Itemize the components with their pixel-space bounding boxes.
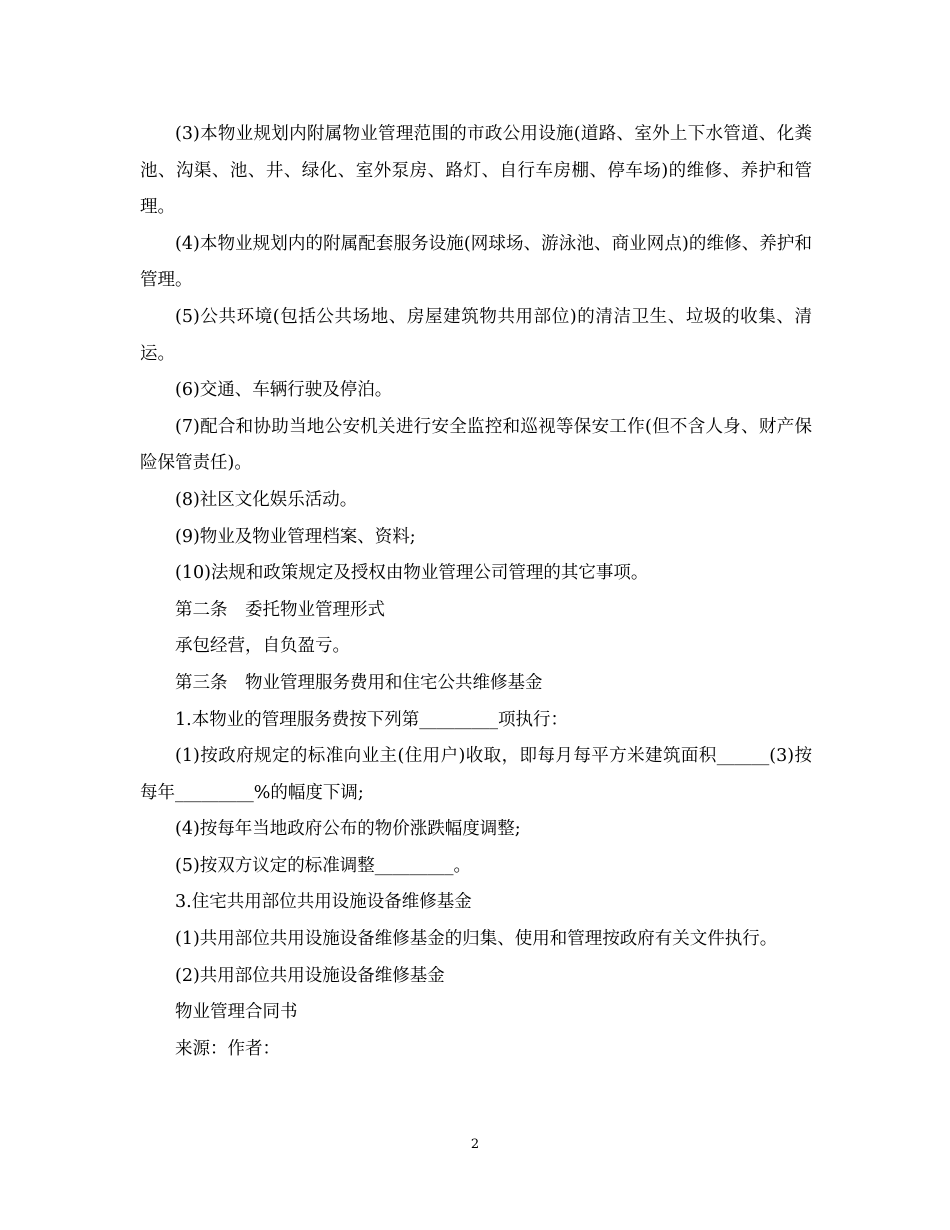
page-number: 2: [470, 1137, 480, 1152]
paragraph: (1)按政府规定的标准向业主(住用户)收取，即每月每平方米建筑面积______(3)按每年_________%的幅度下调;: [140, 746, 812, 803]
paragraph: (1)共用部位共用设施设备维修基金的归集、使用和管理按政府有关文件执行。: [175, 929, 778, 950]
paragraph: (4)按每年当地政府公布的物价涨跌幅度调整;: [175, 819, 521, 840]
paragraph: (2)共用部位共用设施设备维修基金: [175, 965, 445, 986]
paragraph: 3.住宅共用部位共用设施设备维修基金: [175, 892, 472, 913]
paragraph: 承包经营，自负盈亏。: [175, 636, 350, 657]
paragraph: (4)本物业规划内的附属配套服务设施(网球场、游泳池、商业网点)的维修、养护和管理。: [140, 233, 812, 291]
document-title-line: 物业管理合同书: [175, 1002, 298, 1023]
paragraph: (3)本物业规划内附属物业管理范围的市政公用设施(道路、室外上下水管道、化粪池、沟渠、池、井、绿化、室外泵房、路灯、自行车房棚、停车场)的维修、养护和管理。: [140, 124, 812, 218]
paragraph: (7)配合和协助当地公安机关进行安全监控和巡视等保安工作(但不含人身、财产保险保管责任)。: [140, 416, 812, 474]
article-heading: 第三条 物业管理服务费用和住宅公共维修基金: [175, 672, 543, 693]
source-author-line: 来源：作者：: [175, 1038, 280, 1059]
paragraph: (10)法规和政策规定及授权由物业管理公司管理的其它事项。: [175, 563, 649, 584]
article-heading: 第二条 委托物业管理形式: [175, 599, 385, 620]
paragraph: (5)按双方议定的标准调整_________。: [175, 855, 472, 876]
paragraph: (6)交通、车辆行驶及停泊。: [175, 380, 393, 401]
paragraph: (9)物业及物业管理档案、资料;: [175, 526, 416, 547]
paragraph: 1.本物业的管理服务费按下列第_________项执行：: [175, 709, 568, 730]
paragraph: (5)公共环境(包括公共场地、房屋建筑物共用部位)的清洁卫生、垃圾的收集、清运。: [140, 306, 812, 364]
document-body: [140, 116, 812, 1067]
paragraph: (8)社区文化娱乐活动。: [175, 489, 358, 510]
